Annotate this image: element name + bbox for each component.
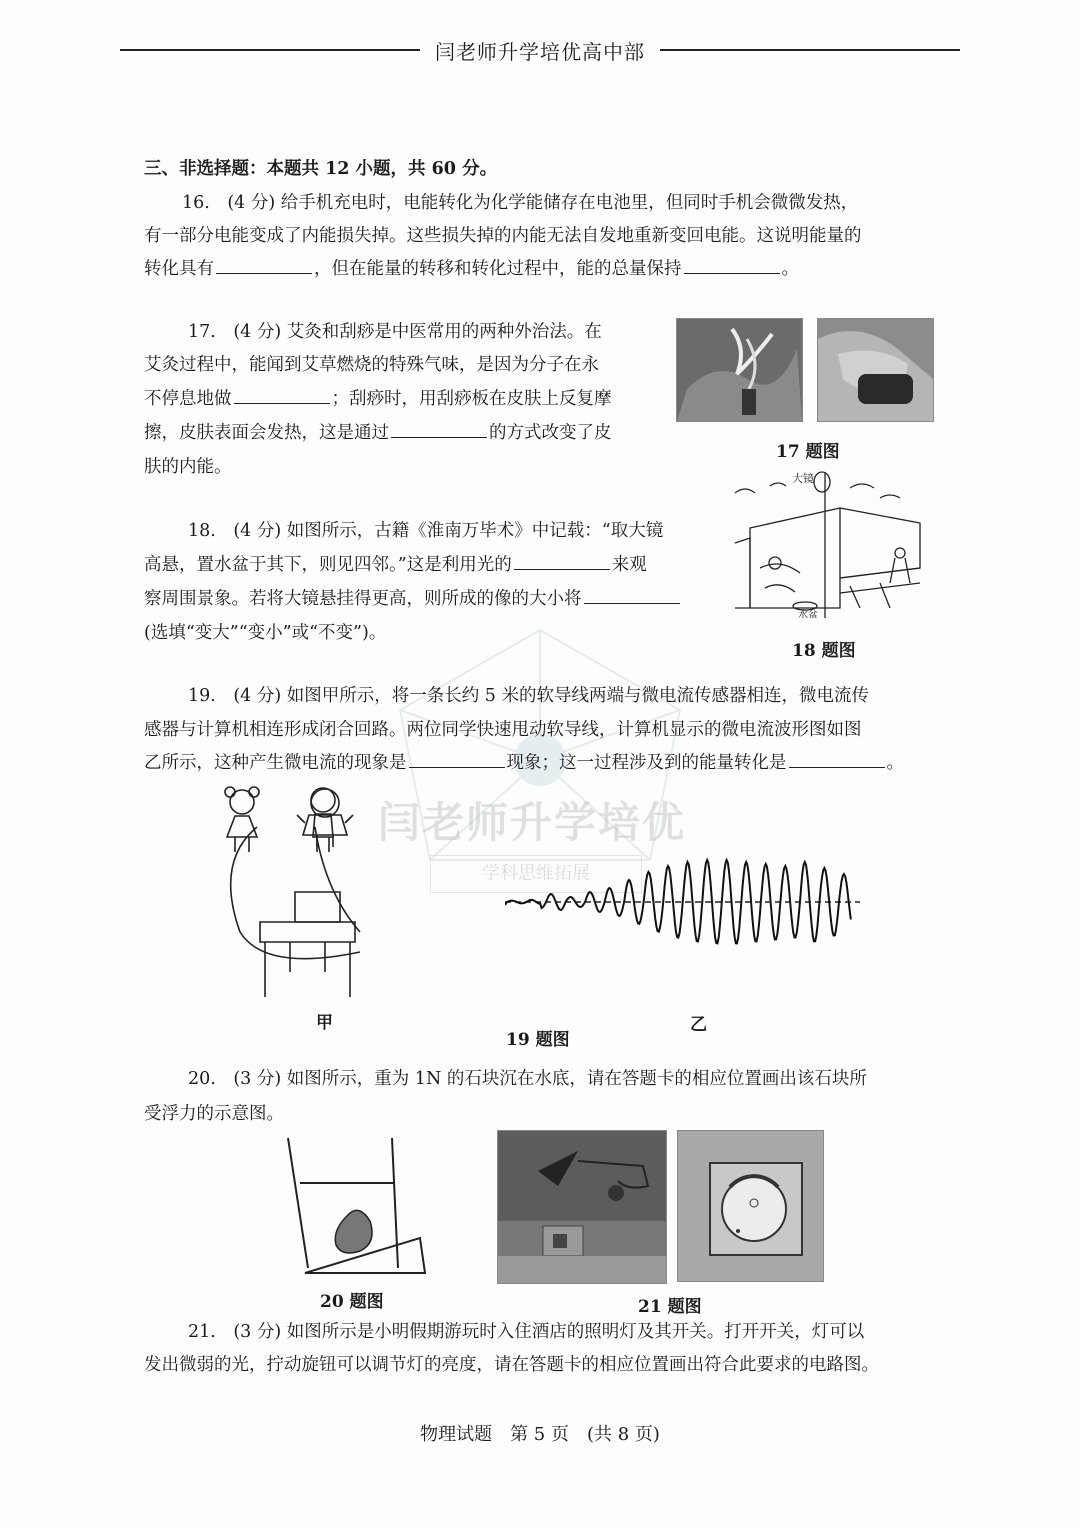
q19-label-a: 甲 [316, 1013, 333, 1033]
q18-blank-1[interactable] [514, 555, 610, 570]
q19-line2: 感器与计算机相连形成闭合回路。两位同学快速甩动软导线，计算机显示的微电流波形图如图 [144, 720, 862, 740]
q18-blank-2[interactable] [584, 589, 680, 604]
q21-photo-lamp [497, 1130, 667, 1284]
q17-caption: 17 题图 [776, 442, 840, 462]
q20-line2: 受浮力的示意图。 [144, 1104, 284, 1124]
q19-waveform [505, 850, 865, 960]
page-footer: 物理试题 第 5 页 (共 8 页) [420, 1424, 660, 1445]
q17-line3: 不停息地做 ；刮痧时，用刮痧板在皮肤上反复摩 [144, 389, 612, 409]
q21-caption: 21 题图 [638, 1297, 702, 1317]
q18-line2: 高悬，置水盆于其下，则见四邻。”这是利用光的 来观 [144, 555, 647, 575]
q17-photo-scraping [817, 318, 934, 422]
q16-line3: 转化具有 ，但在能量的转移和转化过程中，能的总量保持 。 [144, 259, 799, 279]
watermark-subtext: 学科思维拓展 [430, 855, 642, 893]
q17-line2: 艾灸过程中，能闻到艾草燃烧的特殊气味，是因为分子在永 [144, 355, 599, 375]
q18-line4: (选填“变大”“变小”或“不变”)。 [144, 623, 387, 643]
q18-line3: 察周围景象。若将大镜悬挂得更高，则所成的像的大小将 [144, 589, 682, 609]
q18-caption: 18 题图 [792, 641, 856, 661]
q17-blank-2[interactable] [391, 423, 487, 438]
q20-caption: 20 题图 [320, 1292, 384, 1312]
header-title: 闫老师升学培优高中部 [120, 36, 960, 65]
q16-blank-1[interactable] [216, 259, 312, 274]
q19-girl-figure [92, 782, 152, 842]
q18-label-mirror: 大镜 [792, 472, 814, 485]
q19-center-girl-figure [295, 785, 355, 850]
watermark-text: 闫老师升学培优 [378, 798, 687, 847]
q18-label-basin: 水盆 [798, 610, 818, 618]
q19-blank-2[interactable] [789, 753, 885, 768]
page-header [120, 36, 960, 66]
q17-photo-moxibustion [676, 318, 803, 422]
q17-line1: 17. (4 分) 艾灸和刮痧是中医常用的两种外治法。在 [188, 322, 602, 342]
q16-line1: 16. (4 分) 给手机充电时，电能转化为化学能储存在电池里，但同时手机会微微发热， [182, 193, 859, 213]
q17-blank-1[interactable] [234, 389, 330, 404]
q19-label-b: 乙 [690, 1015, 707, 1035]
q19-blank-1[interactable] [409, 753, 505, 768]
q20-figure [280, 1133, 430, 1283]
q16-blank-2[interactable] [684, 259, 780, 274]
q18-illustration [730, 468, 926, 618]
q18-line1: 18. (4 分) 如图所示，古籍《淮南万毕术》中记载：“取大镜 [188, 521, 664, 541]
q21-photo-dimmer-switch [677, 1130, 824, 1282]
q17-line5: 肤的内能。 [144, 457, 232, 477]
q21-line2: 发出微弱的光，拧动旋钮可以调节灯的亮度，请在答题卡的相应位置画出符合此要求的电路图。 [144, 1355, 879, 1375]
q19-line3: 乙所示，这种产生微电流的现象是 现象；这一过程涉及到的能量转化是 。 [144, 753, 904, 773]
q17-line4: 擦，皮肤表面会发热，这是通过 的方式改变了皮 [144, 423, 612, 443]
q20-line1: 20. (3 分) 如图所示，重为 1N 的石块沉在水底，请在答题卡的相应位置画出该石块所 [188, 1069, 867, 1089]
q21-line1: 21. (3 分) 如图所示是小明假期游玩时入住酒店的照明灯及其开关。打开开关，灯可以 [188, 1322, 865, 1342]
section-heading: 三、非选择题：本题共 12 小题，共 60 分。 [144, 159, 498, 179]
q16-line2: 有一部分电能变成了内能损失掉。这些损失掉的内能无法自发地重新变回电能。这说明能量的 [144, 226, 862, 246]
q19-caption: 19 题图 [506, 1030, 570, 1050]
q19-line1: 19. (4 分) 如图甲所示，将一条长约 5 米的软导线两端与微电流传感器相连，微电流传 [188, 686, 870, 706]
